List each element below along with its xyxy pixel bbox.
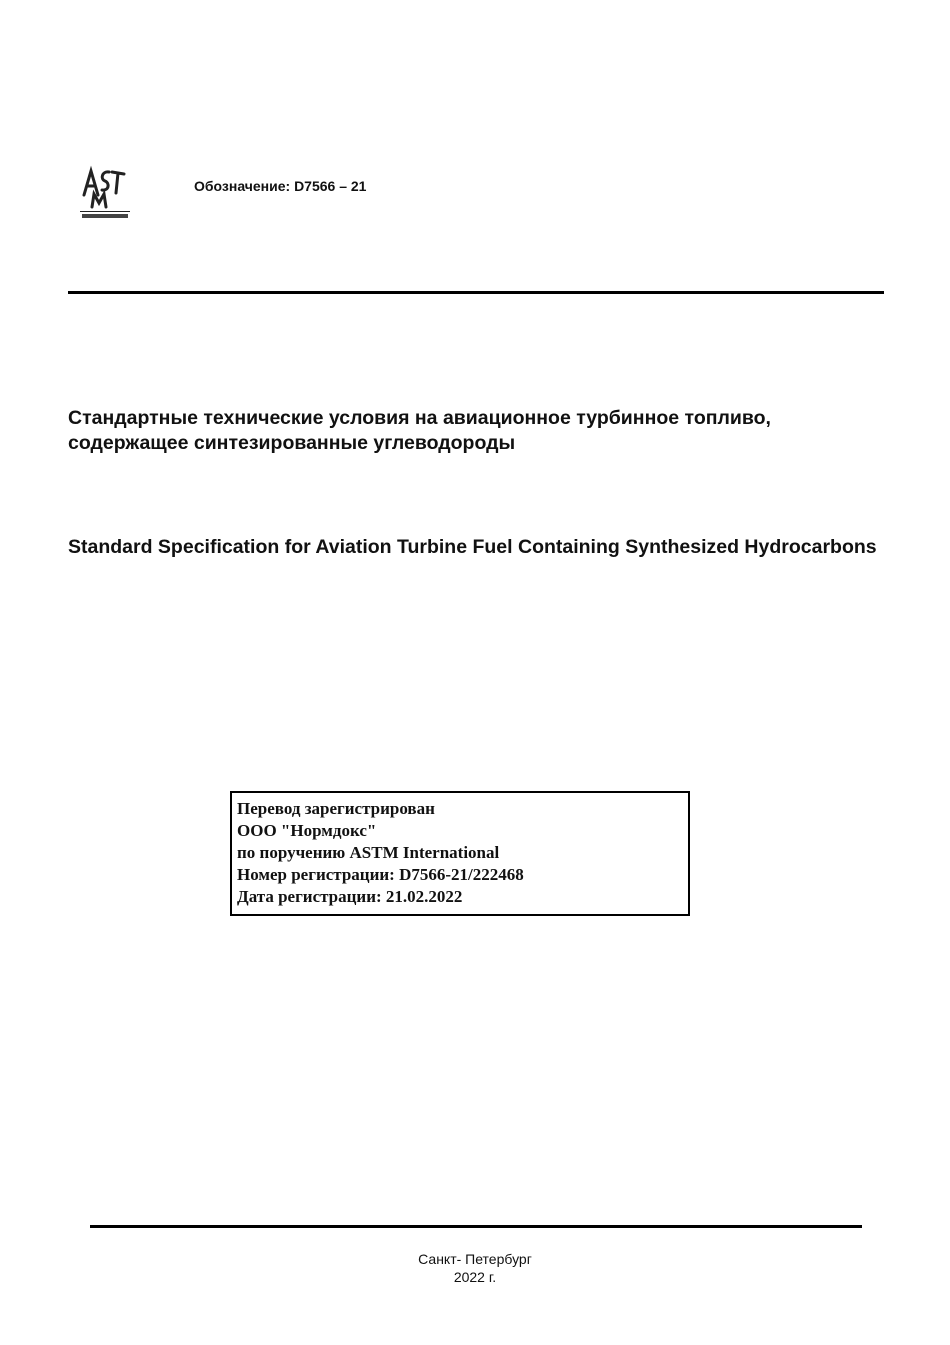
title-english: Standard Specification for Aviation Turbine Fuel Containing Synthesized Hydrocarbons [68,536,877,558]
registration-line: Номер регистрации: D7566-21/222468 [237,865,524,884]
registration-line: Перевод зарегистрирован [237,799,435,818]
registration-line: по поручению ASTM International [237,843,500,862]
footer-city: Санкт- Петербург [418,1251,532,1267]
registration-line: Дата регистрации: 21.02.2022 [237,887,463,906]
registration-line: ООО "Нормдокс" [237,821,377,840]
document-designation: Обозначение: D7566 – 21 [194,178,367,194]
title-russian: Стандартные технические условия на авиационное турбинное топливо, содержащее синтезированные углеводороды [68,407,771,454]
astm-logo [78,163,132,221]
footer [0,1250,950,1286]
header-divider [68,291,884,294]
footer-divider [90,1225,862,1228]
registration-box [230,791,690,916]
footer-year: 2022 г. [453,1269,497,1285]
